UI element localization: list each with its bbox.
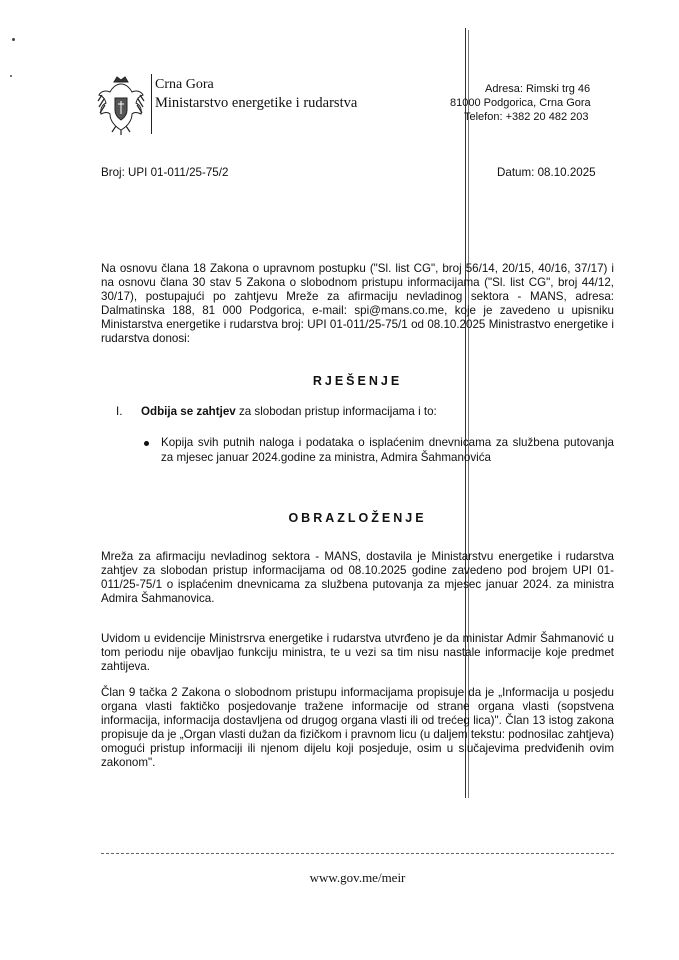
decision-item-rest: za slobodan pristup informacijama i to: [235, 405, 437, 418]
footer-website[interactable]: www.gov.me/meir [309, 870, 406, 885]
country-name: Crna Gora [155, 77, 214, 92]
header-divider [151, 74, 152, 134]
address-line-1: Adresa: Rimski trg 46 [485, 83, 591, 95]
bullet-icon [144, 441, 149, 446]
ministry-name: Ministarstvo energetike i rudarstva [155, 95, 358, 111]
document-number: Broj: UPI 01-011/25-75/2 [101, 166, 229, 179]
address-line-2: 81000 Podgorica, Crna Gora [450, 97, 591, 109]
reasoning-paragraph: Uvidom u evidencije Ministrsrva energetike i rudarstva utvrđeno je da ministar Admir Šahmanović u tom periodu nije obavljao funkciju ministra, te u vezi sa tim nisu nastale informacije koje predmet zahtijeva. [101, 632, 614, 673]
decision-bullet: Kopija svih putnih naloga i podataka o isplaćenim dnevnicama za službena putovanja za mjesec januar 2024.godine za ministra, Admira Šahmanovića [161, 436, 614, 464]
intro-paragraph: Na osnovu člana 18 Zakona o upravnom postupku ("Sl. list CG", broj 56/14, 20/15, 40/16, 37/17) i na osnovu člana 30 stav 5 Zakona o slobodnom pristupu informacijama ("Sl. list CG", broj 44/12, 30/17), postupajući po zahtjevu Mreže za afirmaciju nevladinog sektora - MANS, adresa: Dalmatinska 188, 81 000 Podgorica, e-mail: spi@mans.co.me, koje je zavedeno u upisniku Ministarstva energetike i rudarstva broj: UPI 01-011/25-75/1 od 08.10.2025 Ministrastvo energetike i rudarstva donosi: [101, 262, 614, 345]
document-date: Datum: 08.10.2025 [497, 166, 596, 179]
reasoning-paragraph: Član 9 tačka 2 Zakona o slobodnom pristupu informacijama propisuje da je „Informacija u posjedu organa vlasti faktičko posjedovanje tražene informacije od strane organa vlasti (sopstvena informacija, informacija dostavljena od drugog organa vlasti ili od trećeg lica)". Član 13 istog zakona propisuje da je „Organ vlasti dužan da fizičkom i pravnom licu (u daljem tekstu: podnosilac zahtjeva) omogući pristup informaciji ili njenom dijelu koji posjeduje, osim u slučajevima predviđenih ovim zakonom". [101, 686, 614, 769]
decision-item-number: I. [116, 405, 123, 418]
scan-speck [10, 75, 12, 77]
address-line-3: Telefon: +382 20 482 203 [464, 111, 589, 123]
scan-speck [12, 38, 15, 41]
decision-item [141, 405, 437, 418]
footer-divider [101, 853, 614, 854]
reasoning-paragraph: Mreža za afirmaciju nevladinog sektora - MANS, dostavila je Ministarstvu energetike i rudarstva zahtjev za slobodan pristup informacijama od 08.10.2025 godine zavedeno pod brojem UPI 01-011/25-75/1 o isplaćenim dnevnicama za službena putovanja za mjesec januar 2024. za ministra Admira Šahmanovica. [101, 550, 614, 605]
decision-title: RJEŠENJE [312, 374, 403, 388]
scan-fold-line [468, 30, 469, 798]
decision-item-bold: Odbija se zahtjev [141, 405, 236, 418]
scan-fold-line [465, 28, 466, 798]
coat-of-arms-icon [96, 74, 146, 136]
reasoning-title: OBRAZLOŽENJE [288, 511, 427, 525]
